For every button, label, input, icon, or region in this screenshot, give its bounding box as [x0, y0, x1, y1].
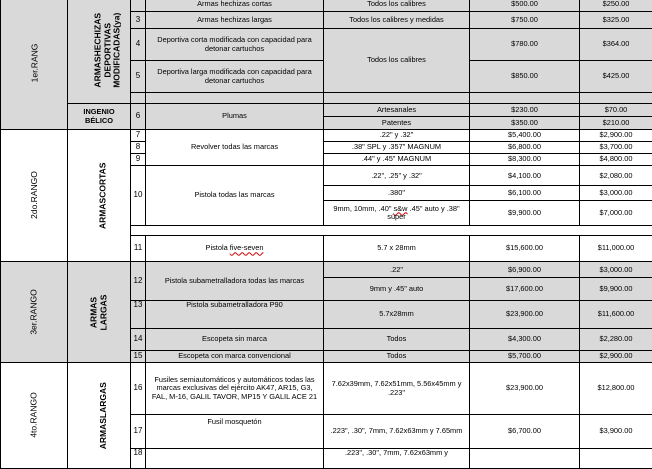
- row-price-1: $780.00: [470, 29, 580, 61]
- row-price-2: $2,900.00: [580, 130, 652, 142]
- category-armascortas-cell: [68, 130, 131, 262]
- row-price-1: $23,900.00: [470, 301, 580, 329]
- row-number: 18: [131, 449, 146, 469]
- row-description: Plumas: [146, 104, 324, 130]
- category-armaslargas-4: ARMASLARGAS: [99, 382, 109, 449]
- caliber-text: .45" auto y .38" súper: [387, 204, 459, 221]
- table-row: [1, 262, 652, 301]
- row-caliber: .380": [324, 186, 469, 201]
- category-hechizas-cell: [68, 0, 131, 104]
- spacer-row: [131, 226, 652, 236]
- row-price-2: $11,600.00: [580, 301, 652, 329]
- row-caliber: .223", .30", 7mm, 7.62x63mm y: [324, 449, 470, 469]
- row-caliber: [324, 201, 469, 225]
- row-number: [131, 0, 146, 12]
- row-caliber: .223", .30", 7mm, 7.62x63mm y 7.65mm: [324, 415, 470, 449]
- rank-1-cell: [1, 0, 68, 130]
- row-number: 10: [131, 166, 146, 226]
- row-description: [146, 236, 324, 262]
- row-caliber: Todos: [324, 329, 470, 351]
- row-description: Fusiles semiautomáticos y automáticos todas las marcas exclusivas del ejército AK47, AR15, G3, FAL, M-16, GALIL TAVOR, MP15 Y GALIL ACE 21: [146, 363, 324, 415]
- category-ingenio: INGENIO BÉLICO: [68, 104, 131, 130]
- category-hechizas-line1: ARMASHECHIZAS: [92, 13, 102, 88]
- rank-2-sub: 2: [29, 214, 39, 219]
- row-number: 12: [131, 262, 146, 301]
- row-price-2: [580, 449, 652, 469]
- caliber-text: 9mm, 10mm, .40": [333, 204, 393, 213]
- row-caliber: Todos: [324, 351, 470, 363]
- row-price-1: $8,300.00: [470, 154, 580, 166]
- rank-1-sub: 1: [29, 77, 39, 82]
- row-price-2: $9,900.00: [580, 278, 652, 300]
- row-price-2: $364.00: [580, 29, 652, 61]
- table-row: [1, 130, 652, 142]
- row-price-2: $210.00: [580, 117, 652, 129]
- row-caliber: Todos los calibres y medidas: [324, 12, 470, 29]
- description-text: Pistola: [206, 243, 230, 252]
- row-price-2: $2,080.00: [580, 166, 652, 186]
- category-armaslargas-line1: ARMAS: [88, 296, 98, 327]
- row-price-1: $350.00: [470, 117, 579, 129]
- row-description: Revolver todas las marcas: [146, 130, 324, 166]
- row-description-spacer: [146, 93, 324, 104]
- row-caliber: 5.7 x 28mm: [324, 236, 470, 262]
- row-number: 9: [131, 154, 146, 166]
- row-price-spacer: [580, 93, 652, 104]
- category-armaslargas-cell: [68, 262, 131, 363]
- caliber-text-misspelled: s&w: [394, 204, 408, 213]
- row-price-2: $2,900.00: [580, 351, 652, 363]
- table-row: [1, 363, 652, 415]
- table-row: [1, 104, 652, 130]
- description-text-misspelled: five-seven: [230, 243, 264, 252]
- row-caliber: 5.7x28mm: [324, 301, 470, 329]
- row-price-2: $3,000.00: [580, 186, 652, 201]
- row-price-1: $850.00: [470, 61, 580, 93]
- row-price-2: $3,900.00: [580, 415, 652, 449]
- row-description: Deportiva larga modificada con capacidad para detonar cartuchos: [146, 61, 324, 93]
- row-description: Pistola todas las marcas: [146, 166, 324, 226]
- row-caliber: Artesanales: [324, 104, 469, 117]
- row-price-2: $11,000.00: [580, 236, 652, 262]
- row-caliber: .22": [324, 262, 469, 278]
- row-price-1: $6,100.00: [470, 186, 579, 201]
- row-caliber: .22", .25" y .32": [324, 166, 469, 186]
- row-price-1: $6,800.00: [470, 142, 580, 154]
- row-price-2: $3,700.00: [580, 142, 652, 154]
- row-price-2: $12,800.00: [580, 363, 652, 415]
- row-price-1: $9,900.00: [470, 201, 579, 225]
- row-number: 8: [131, 142, 146, 154]
- row-caliber-spacer: [324, 93, 470, 104]
- category-armaslargas-line2: LARGAS: [98, 294, 108, 330]
- row-caliber: Todos los calibres: [324, 0, 470, 12]
- row-price-1: $6,900.00: [470, 262, 579, 278]
- row-price-1: [470, 449, 580, 469]
- row-caliber: .22" y .32": [324, 130, 470, 142]
- row-description: Pistola subametralladora P90: [146, 301, 324, 329]
- category-armascortas: ARMASCORTAS: [98, 162, 108, 228]
- rank-3-cell: [1, 262, 68, 363]
- row-number: 4: [131, 29, 146, 61]
- category-hechizas-line2: DEPORTIVAS: [102, 23, 112, 78]
- row-price-2: $425.00: [580, 61, 652, 93]
- rank-4-sub: 4: [29, 433, 39, 438]
- row-price-1: $23,900.00: [470, 363, 580, 415]
- row-price-1: $4,300.00: [470, 329, 580, 351]
- rank-3-sub: 3: [29, 330, 39, 335]
- row-price-1: $500.00: [470, 0, 580, 12]
- row-price-2: $250.00: [580, 0, 652, 12]
- row-number: 6: [131, 104, 146, 130]
- row-price-1: $15,600.00: [470, 236, 580, 262]
- row-price-2: $2,280.00: [580, 329, 652, 351]
- row-number: 5: [131, 61, 146, 93]
- row-price-2: $3,000.00: [580, 262, 652, 278]
- row-caliber: .38" SPL y .357" MAGNUM: [324, 142, 470, 154]
- row-price-1: $17,600.00: [470, 278, 579, 300]
- row-description: Escopeta sin marca: [146, 329, 324, 351]
- rank-2-cell: [1, 130, 68, 262]
- row-number: 13: [131, 301, 146, 329]
- category-armaslargas-4-cell: [68, 363, 131, 469]
- row-number: 16: [131, 363, 146, 415]
- row-price-1: $750.00: [470, 12, 580, 29]
- row-description: Armas hechizas largas: [146, 12, 324, 29]
- row-number-spacer: [131, 93, 146, 104]
- category-hechizas-line3: MODIFICADAS(ya): [111, 12, 121, 87]
- row-caliber: .44" y .45" MAGNUM: [324, 154, 470, 166]
- row-description: Armas hechizas cortas: [146, 0, 324, 12]
- row-number: 11: [131, 236, 146, 262]
- row-caliber: 7.62x39mm, 7.62x51mm, 5.56x45mm y .223": [324, 363, 470, 415]
- rank-4-cell: [1, 363, 68, 469]
- row-price-2: $4,800.00: [580, 154, 652, 166]
- rank-1-label: er.RANG: [29, 43, 39, 77]
- row-description: Escopeta con marca convencional: [146, 351, 324, 363]
- row-number: 3: [131, 12, 146, 29]
- rank-3-label: er.RANGO: [29, 289, 39, 330]
- row-description: [146, 449, 324, 469]
- row-number: 15: [131, 351, 146, 363]
- row-number: 17: [131, 415, 146, 449]
- row-price-1: $5,400.00: [470, 130, 580, 142]
- row-price-1: $6,700.00: [470, 415, 580, 449]
- row-caliber: Patentes: [324, 117, 469, 129]
- row-price-2: $325.00: [580, 12, 652, 29]
- row-price-1: $5,700.00: [470, 351, 580, 363]
- row-caliber: Todos los calibres: [324, 29, 470, 93]
- row-price-2: $70.00: [580, 104, 652, 117]
- rank-2-label: do.RANGO: [29, 171, 39, 214]
- row-number: 14: [131, 329, 146, 351]
- row-price-spacer: [470, 93, 580, 104]
- rank-4-label: to.RANGO: [29, 393, 39, 434]
- row-number: 7: [131, 130, 146, 142]
- row-description: Fusil mosquetón: [146, 415, 324, 449]
- row-price-1: $4,100.00: [470, 166, 579, 186]
- row-price-2: $7,000.00: [580, 201, 652, 225]
- row-price-1: $230.00: [470, 104, 579, 117]
- row-caliber: 9mm y .45" auto: [324, 278, 469, 300]
- table-row: [1, 0, 652, 12]
- row-description: Pistola subametralladora todas las marcas: [146, 262, 324, 301]
- row-description: Deportiva corta modificada con capacidad para detonar cartuchos: [146, 29, 324, 61]
